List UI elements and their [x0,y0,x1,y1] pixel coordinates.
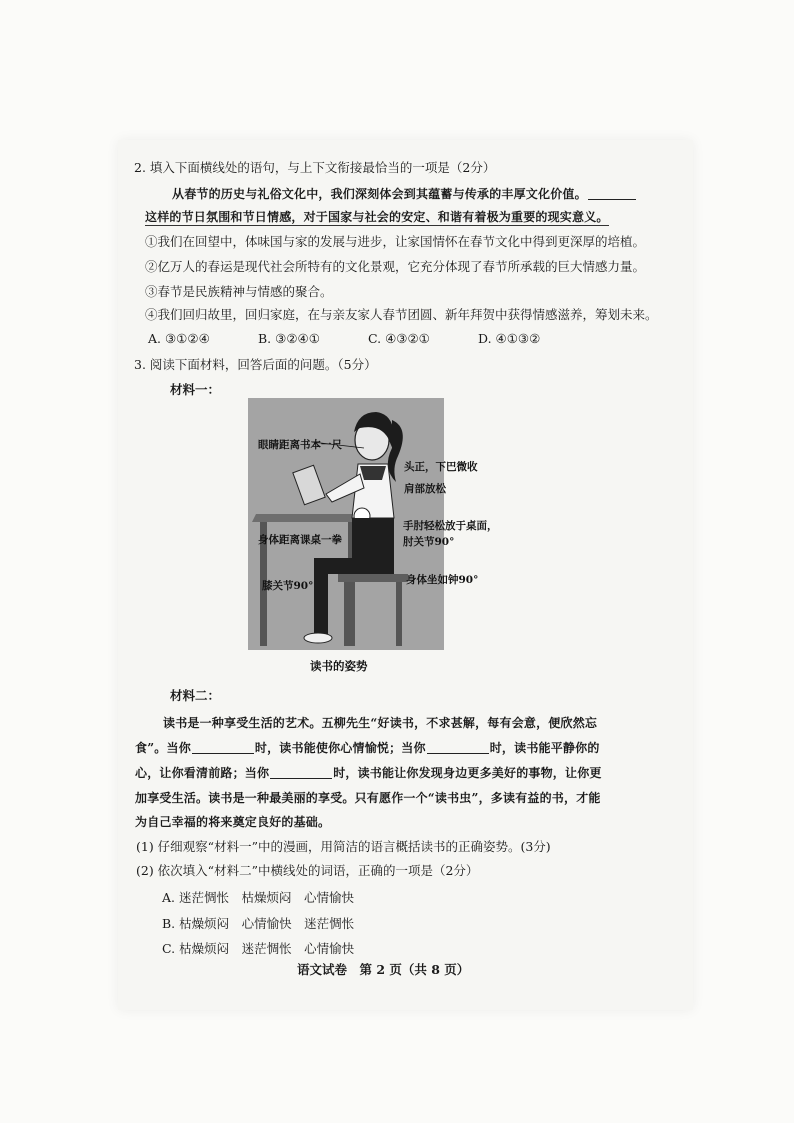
q2-option-1: ①我们在回望中，体味国与家的发展与进步，让家国情怀在春节文化中得到更深厚的培植。 [145,234,646,249]
label-body-desk: 身体距离课桌一拳 [258,534,342,546]
label-shoulder: 肩部放松 [404,483,446,495]
shoe [304,633,332,643]
q2-option-3: ③春节是民族精神与情感的聚合。 [145,284,333,299]
material-2-line-1: 读书是一种享受生活的艺术。五柳先生“好读书，不求甚解，每有会意，便欣然忘 [163,716,598,730]
q2-choice-c: C. ④③②① [368,331,430,346]
q2-choice-a: A. ③①②④ [148,331,210,346]
q2-passage-2: 这样的节日氛围和节日情感，对于国家与社会的安定、和谐有着极为重要的现实意义。 [145,210,609,224]
figure-caption: 读书的姿势 [310,659,368,673]
q2-choice-d: D. ④①③② [478,331,541,346]
blank-3 [270,766,332,779]
page-footer: 语文试卷 第 2 页（共 8 页） [297,962,470,977]
q2-option-4: ④我们回归故里，回归家庭，在与亲友家人春节团圆、新年拜贺中获得情感滋养，筹划未来。 [145,307,658,322]
material-2-line-4: 加享受生活。读书是一种最美丽的享受。只有愿作一个“读书虫”，多读有益的书，才能 [135,791,601,805]
material-2-title: 材料二： [170,688,221,703]
q3-sub2-choice-b: B. 枯燥烦闷 心情愉快 迷茫惆怅 [162,916,355,931]
material-1-title: 材料一： [170,382,221,397]
q2-passage-1: 从春节的历史与礼俗文化中，我们深刻体会到其蕴蓄与传承的丰厚文化价值。 [172,186,637,202]
q2-option-2: ②亿万人的春运是现代社会所特有的文化景观，它充分体现了春节所承载的巨大情感力量。 [145,259,646,274]
q3-sub2-choice-c: C. 枯燥烦闷 迷茫惆怅 心情愉快 [162,941,355,956]
label-sitting: 身体坐如钟90° [406,574,479,586]
q3-sub2-choice-a: A. 迷茫惆怅 枯燥烦闷 心情愉快 [162,890,354,905]
material-2-line-2: 食”。当你 时，读书能使你心情愉悦；当你 时，读书能平静你的 [135,741,600,755]
label-elbow-line-2: 肘关节90° [403,536,455,548]
collar [360,466,386,480]
blank-1 [192,741,254,754]
q2-stem: 2. 填入下面横线处的语句，与上下文衔接最恰当的一项是（2分） [134,160,496,175]
label-head-position: 头正，下巴微收 [404,461,478,473]
q2-choice-b: B. ③②④① [258,331,320,346]
q3-stem: 3. 阅读下面材料，回答后面的问题。（5分） [134,357,377,372]
material-2-line-3: 心，让你看清前路；当你 时，读书能让你发现身边更多美好的事物，让你更 [135,766,602,780]
blank-2 [427,741,489,754]
q3-sub-2: (2) 依次填入“材料二”中横线处的词语，正确的一项是（2分） [136,863,479,878]
q3-sub-1: (1) 仔细观察“材料一”中的漫画，用简洁的语言概括读书的正确姿势。(3分) [136,839,551,854]
label-eye-distance: 眼睛距离书本一尺 [258,439,342,451]
material-2-line-5: 为自己幸福的将来奠定良好的基础。 [135,815,331,829]
stool-seat [338,574,408,582]
label-knee: 膝关节90° [262,580,314,592]
label-elbow-line-1: 手肘轻松放于桌面， [403,520,498,532]
desk-top [252,514,362,522]
